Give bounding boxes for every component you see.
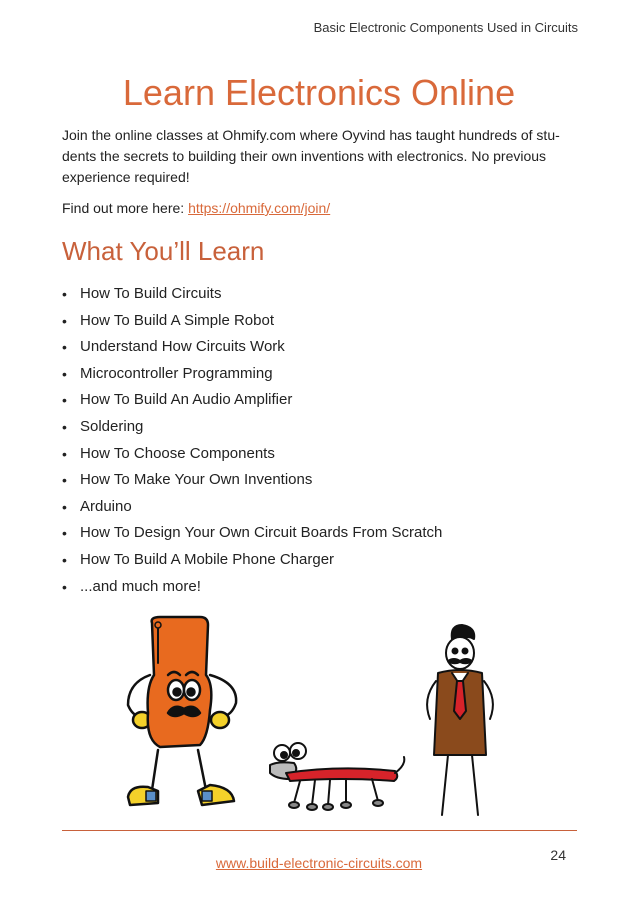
list-item: • Soldering (62, 414, 442, 441)
list-item: • How To Build A Mobile Phone Charger (62, 547, 442, 574)
list-item: • How To Choose Components (62, 441, 442, 468)
list-item: • ...and much more! (62, 574, 442, 601)
dog-character-icon (270, 743, 404, 810)
list-item: • Understand How Circuits Work (62, 334, 442, 361)
join-link[interactable]: https://ohmify.com/join/ (188, 200, 331, 216)
list-item: • How To Build Circuits (62, 281, 442, 308)
page-number: 24 (550, 847, 566, 863)
page-title: Learn Electronics Online (122, 72, 516, 113)
find-out-prefix: Find out more here: (62, 200, 189, 216)
list-item: • Microcontroller Programming (62, 361, 442, 388)
learn-list (62, 281, 442, 600)
cartoon-illustration (110, 615, 510, 825)
learn-heading: What You’ll Learn (62, 236, 265, 266)
list-item: • How To Build A Simple Robot (62, 308, 442, 335)
find-out-line (62, 200, 330, 216)
running-header: Basic Electronic Components Used in Circuits (313, 20, 578, 35)
list-item: • Arduino (62, 494, 442, 521)
list-item: • How To Build An Audio Amplifier (62, 387, 442, 414)
list-item: • How To Make Your Own Inventions (62, 467, 442, 494)
list-item: • How To Design Your Own Circuit Boards From Scratch (62, 520, 442, 547)
resistor-character-icon (128, 617, 236, 805)
footer-rule (62, 830, 577, 831)
site-link[interactable]: www.build-electronic-circuits.com (215, 855, 423, 871)
man-character-icon (427, 625, 493, 815)
intro-paragraph: Join the online classes at Ohmify.com where Oyvind has taught hundreds of stu-dents the secrets to building their own inventions with electronics. No previous experience required! (62, 127, 560, 185)
